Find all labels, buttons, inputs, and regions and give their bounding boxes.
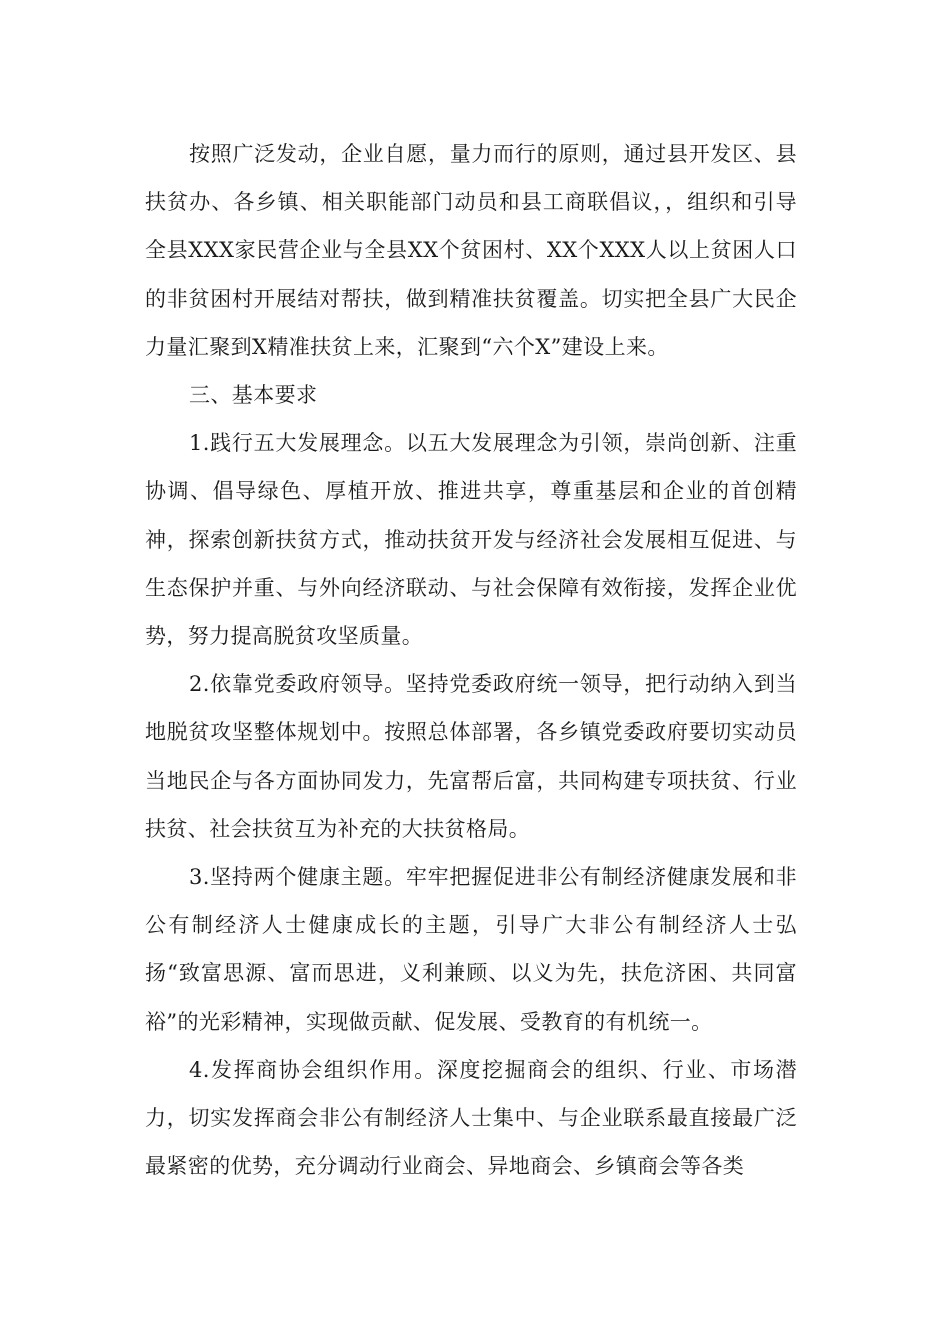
paragraph-requirement-1: 1.践行五大发展理念。以五大发展理念为引领，崇尚创新、注重协调、倡导绿色、厚植开放、推进共享，尊重基层和企业的首创精神，探索创新扶贫方式，推动扶贫开发与经济社会发展相互促进、与生态保护并重、与外向经济联动、与社会保障有效衔接，发挥企业优势，努力提高脱贫攻坚质量。 <box>145 431 797 649</box>
paragraph-requirement-2: 2.依靠党委政府领导。坚持党委政府统一领导，把行动纳入到当地脱贫攻坚整体规划中。按照总体部署，各乡镇党委政府要切实动员当地民企与各方面协同发力，先富帮后富，共同构建专项扶贫、行业扶贫、社会扶贫互为补充的大扶贫格局。 <box>145 672 797 841</box>
paragraph-requirement-3: 3.坚持两个健康主题。牢牢把握促进非公有制经济健康发展和非公有制经济人士健康成长的主题，引导广大非公有制经济人士弘扬“致富思源、富而思进，义利兼顾、以义为先，扶危济困、共同富裕”的光彩精神，实现做贡献、促发展、受教育的有机统一。 <box>145 865 797 1034</box>
section-heading-basic-requirements: 三、基本要求 <box>189 383 318 408</box>
document-body <box>145 130 797 1190</box>
paragraph-principle: 按照广泛发动，企业自愿，量力而行的原则，通过县开发区、县扶贫办、各乡镇、相关职能部门动员和县工商联倡议，，组织和引导全县XXX家民营企业与全县XX个贫困村、XX个XXX人以上贫困人口的非贫困村开展结对帮扶，做到精准扶贫覆盖。切实把全县广大民企力量汇聚到X精准扶贫上来，汇聚到“六个X”建设上来。 <box>145 142 797 359</box>
paragraph-requirement-4: 4.发挥商协会组织作用。深度挖掘商会的组织、行业、市场潜力，切实发挥商会非公有制经济人士集中、与企业联系最直接最广泛最紧密的优势，充分调动行业商会、异地商会、乡镇商会等各类 <box>145 1057 797 1179</box>
